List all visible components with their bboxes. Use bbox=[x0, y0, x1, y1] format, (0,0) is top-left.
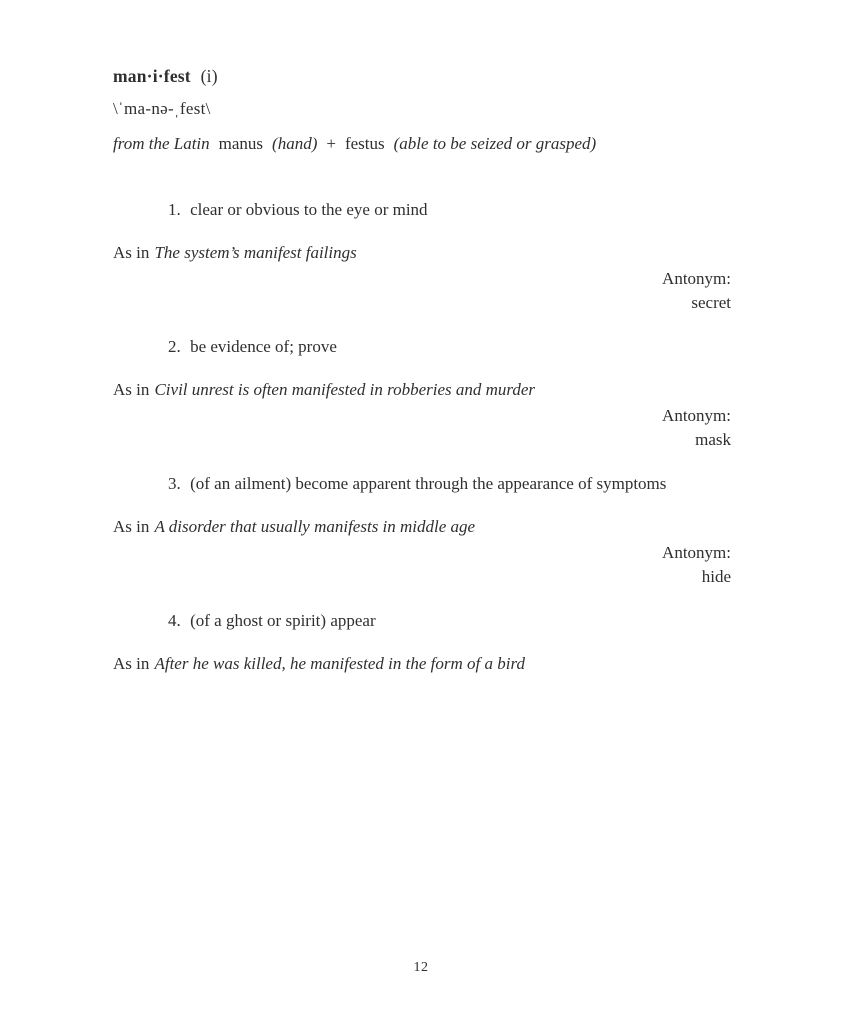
sense-number: 2. bbox=[168, 337, 181, 356]
example-prefix: As in bbox=[113, 517, 150, 536]
etymology-root-1: manus bbox=[218, 134, 264, 153]
antonym-word: hide bbox=[701, 567, 731, 586]
entry-pronunciation: \ˈma-nə-ˌfest\ bbox=[113, 99, 211, 118]
etymology-gloss-2: (able to be seized or grasped) bbox=[393, 134, 597, 153]
antonym-label: Antonym: bbox=[662, 269, 731, 288]
sense-4 bbox=[113, 611, 731, 674]
page-number: 12 bbox=[413, 960, 429, 975]
etymology-connector: + bbox=[326, 134, 336, 153]
sense-3 bbox=[113, 474, 731, 587]
antonym-word: secret bbox=[691, 293, 731, 312]
example-2 bbox=[113, 380, 731, 400]
definition-2 bbox=[113, 337, 731, 357]
example-prefix: As in bbox=[113, 380, 150, 399]
example-1 bbox=[113, 243, 731, 263]
etymology-gloss-1: (hand) bbox=[272, 134, 318, 153]
definition-text: (of a ghost or spirit) appear bbox=[190, 611, 376, 630]
antonym-label: Antonym: bbox=[662, 543, 731, 562]
example-4 bbox=[113, 654, 731, 674]
sense-number: 1. bbox=[168, 200, 181, 219]
antonym-block-1 bbox=[113, 269, 731, 313]
antonym-label: Antonym: bbox=[662, 406, 731, 425]
sense-1 bbox=[113, 200, 731, 313]
headword-text: man·i·fest bbox=[113, 66, 191, 86]
headword-grammar-label: (i) bbox=[200, 66, 218, 86]
entry-headword bbox=[113, 66, 731, 86]
antonym-word: mask bbox=[695, 430, 731, 449]
example-3 bbox=[113, 517, 731, 537]
definition-text: (of an ailment) become apparent through the appearance of symptoms bbox=[190, 474, 667, 493]
sense-2 bbox=[113, 337, 731, 450]
example-prefix: As in bbox=[113, 243, 150, 262]
example-text: The system’s manifest failings bbox=[154, 243, 357, 262]
definition-text: be evidence of; prove bbox=[190, 337, 337, 356]
definition-1 bbox=[113, 200, 731, 220]
sense-number: 3. bbox=[168, 474, 181, 493]
etymology-root-2: festus bbox=[344, 134, 385, 153]
example-text: Civil unrest is often manifested in robberies and murder bbox=[154, 380, 536, 399]
etymology-lead: from the Latin bbox=[113, 134, 210, 153]
example-prefix: As in bbox=[113, 654, 150, 673]
definition-3 bbox=[113, 474, 731, 494]
definition-4 bbox=[113, 611, 731, 631]
antonym-block-3 bbox=[113, 543, 731, 587]
example-text: After he was killed, he manifested in the form of a bird bbox=[154, 654, 525, 673]
sense-number: 4. bbox=[168, 611, 181, 630]
entry-etymology bbox=[113, 134, 731, 154]
definition-text: clear or obvious to the eye or mind bbox=[190, 200, 428, 219]
example-text: A disorder that usually manifests in middle age bbox=[154, 517, 476, 536]
antonym-block-2 bbox=[113, 406, 731, 450]
